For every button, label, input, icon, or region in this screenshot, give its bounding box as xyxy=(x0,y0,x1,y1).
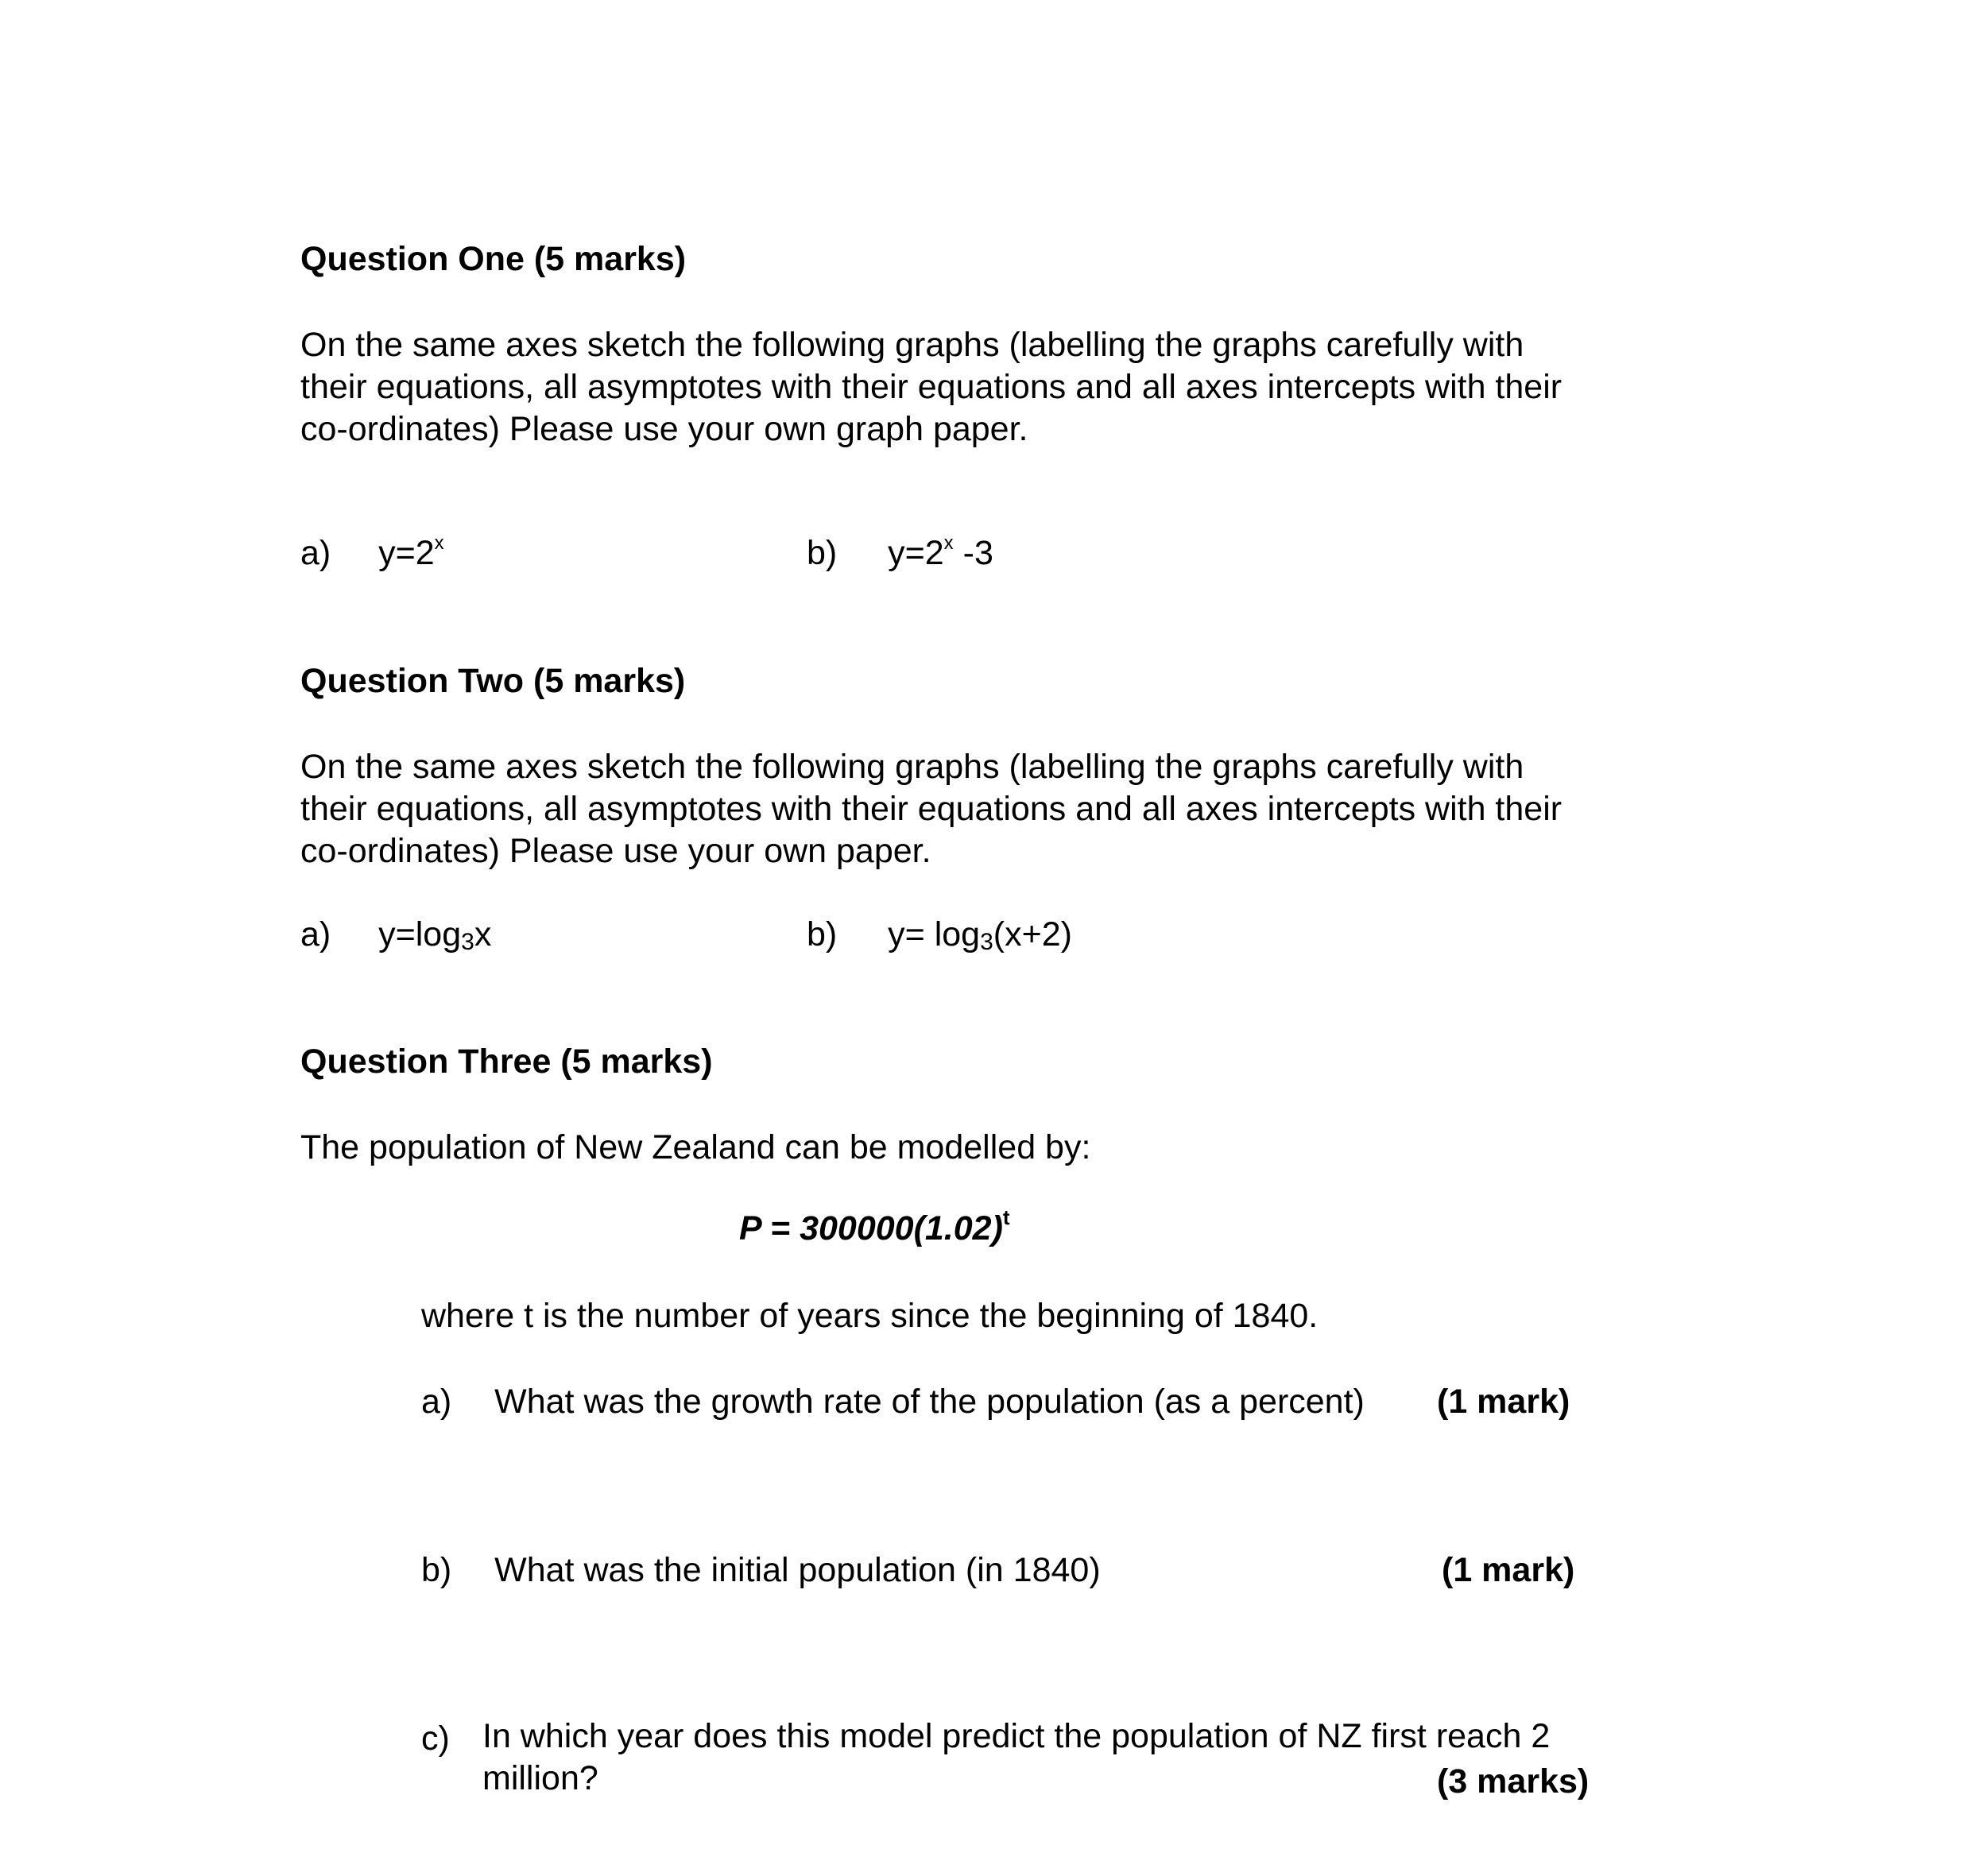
part-label: b) xyxy=(807,915,838,953)
equation-subscript: 3 xyxy=(980,929,993,955)
equation-rest: -3 xyxy=(953,534,993,572)
question-three-part-b xyxy=(421,1551,1101,1590)
question-three-part-b-marks: (1 mark) xyxy=(1442,1551,1575,1589)
question-three-where: where t is the number of years since the beginning of 1840. xyxy=(421,1297,1319,1335)
population-formula xyxy=(739,1205,1010,1248)
question-two-part-a xyxy=(300,915,491,954)
equation-post: (x+2) xyxy=(993,915,1072,953)
equation-subscript: 3 xyxy=(461,929,474,955)
question-one-instruction-line: their equations, all asymptotes with their equations and all axes intercepts with their xyxy=(300,368,1562,406)
equation-pre: y= log xyxy=(888,915,981,953)
part-label: c) xyxy=(421,1719,450,1758)
question-three-heading: Question Three (5 marks) xyxy=(300,1042,713,1081)
question-three-intro: The population of New Zealand can be modelled by: xyxy=(300,1128,1091,1166)
question-one-part-b xyxy=(807,534,993,573)
part-label: b) xyxy=(421,1551,452,1589)
part-text-line: In which year does this model predict the population of NZ first reach 2 xyxy=(482,1717,1551,1755)
equation-exponent: x xyxy=(943,532,954,554)
question-three-part-a xyxy=(421,1383,1365,1422)
part-text: What was the initial population (in 1840) xyxy=(494,1551,1101,1589)
question-three-part-a-marks: (1 mark) xyxy=(1437,1383,1570,1421)
part-text-line: million? xyxy=(482,1759,598,1797)
question-one-instruction-line: On the same axes sketch the following graphs (labelling the graphs carefully with xyxy=(300,326,1524,364)
part-text: What was the growth rate of the population (as a percent) xyxy=(494,1383,1365,1421)
formula-main: P = 300000(1.02) xyxy=(739,1209,1003,1247)
part-label: a) xyxy=(300,915,331,953)
question-one-instructions xyxy=(300,324,1562,451)
question-one-part-a xyxy=(300,534,444,573)
question-three-part-c-marks: (3 marks) xyxy=(1437,1762,1590,1801)
equation-base: y=2 xyxy=(888,534,944,572)
part-label: a) xyxy=(300,534,331,572)
equation-post: x xyxy=(474,915,492,953)
question-one-heading: Question One (5 marks) xyxy=(300,240,687,278)
question-one-instruction-line: co-ordinates) Please use your own graph paper. xyxy=(300,410,1028,448)
part-label: b) xyxy=(807,534,838,572)
equation-base: y=2 xyxy=(378,534,435,572)
part-label: a) xyxy=(421,1383,452,1421)
question-three-part-c-text xyxy=(482,1715,1550,1800)
question-two-instruction-line: On the same axes sketch the following graphs (labelling the graphs carefully with xyxy=(300,748,1524,786)
question-two-heading: Question Two (5 marks) xyxy=(300,662,686,700)
equation-exponent: x xyxy=(434,532,444,554)
formula-exponent: t xyxy=(1002,1205,1010,1229)
question-three-part-c xyxy=(421,1719,450,1758)
question-two-instructions xyxy=(300,746,1562,872)
question-two-instruction-line: co-ordinates) Please use your own paper. xyxy=(300,832,931,870)
question-two-part-b xyxy=(807,915,1072,954)
equation-pre: y=log xyxy=(378,915,462,953)
question-two-instruction-line: their equations, all asymptotes with their equations and all axes intercepts with their xyxy=(300,790,1562,828)
